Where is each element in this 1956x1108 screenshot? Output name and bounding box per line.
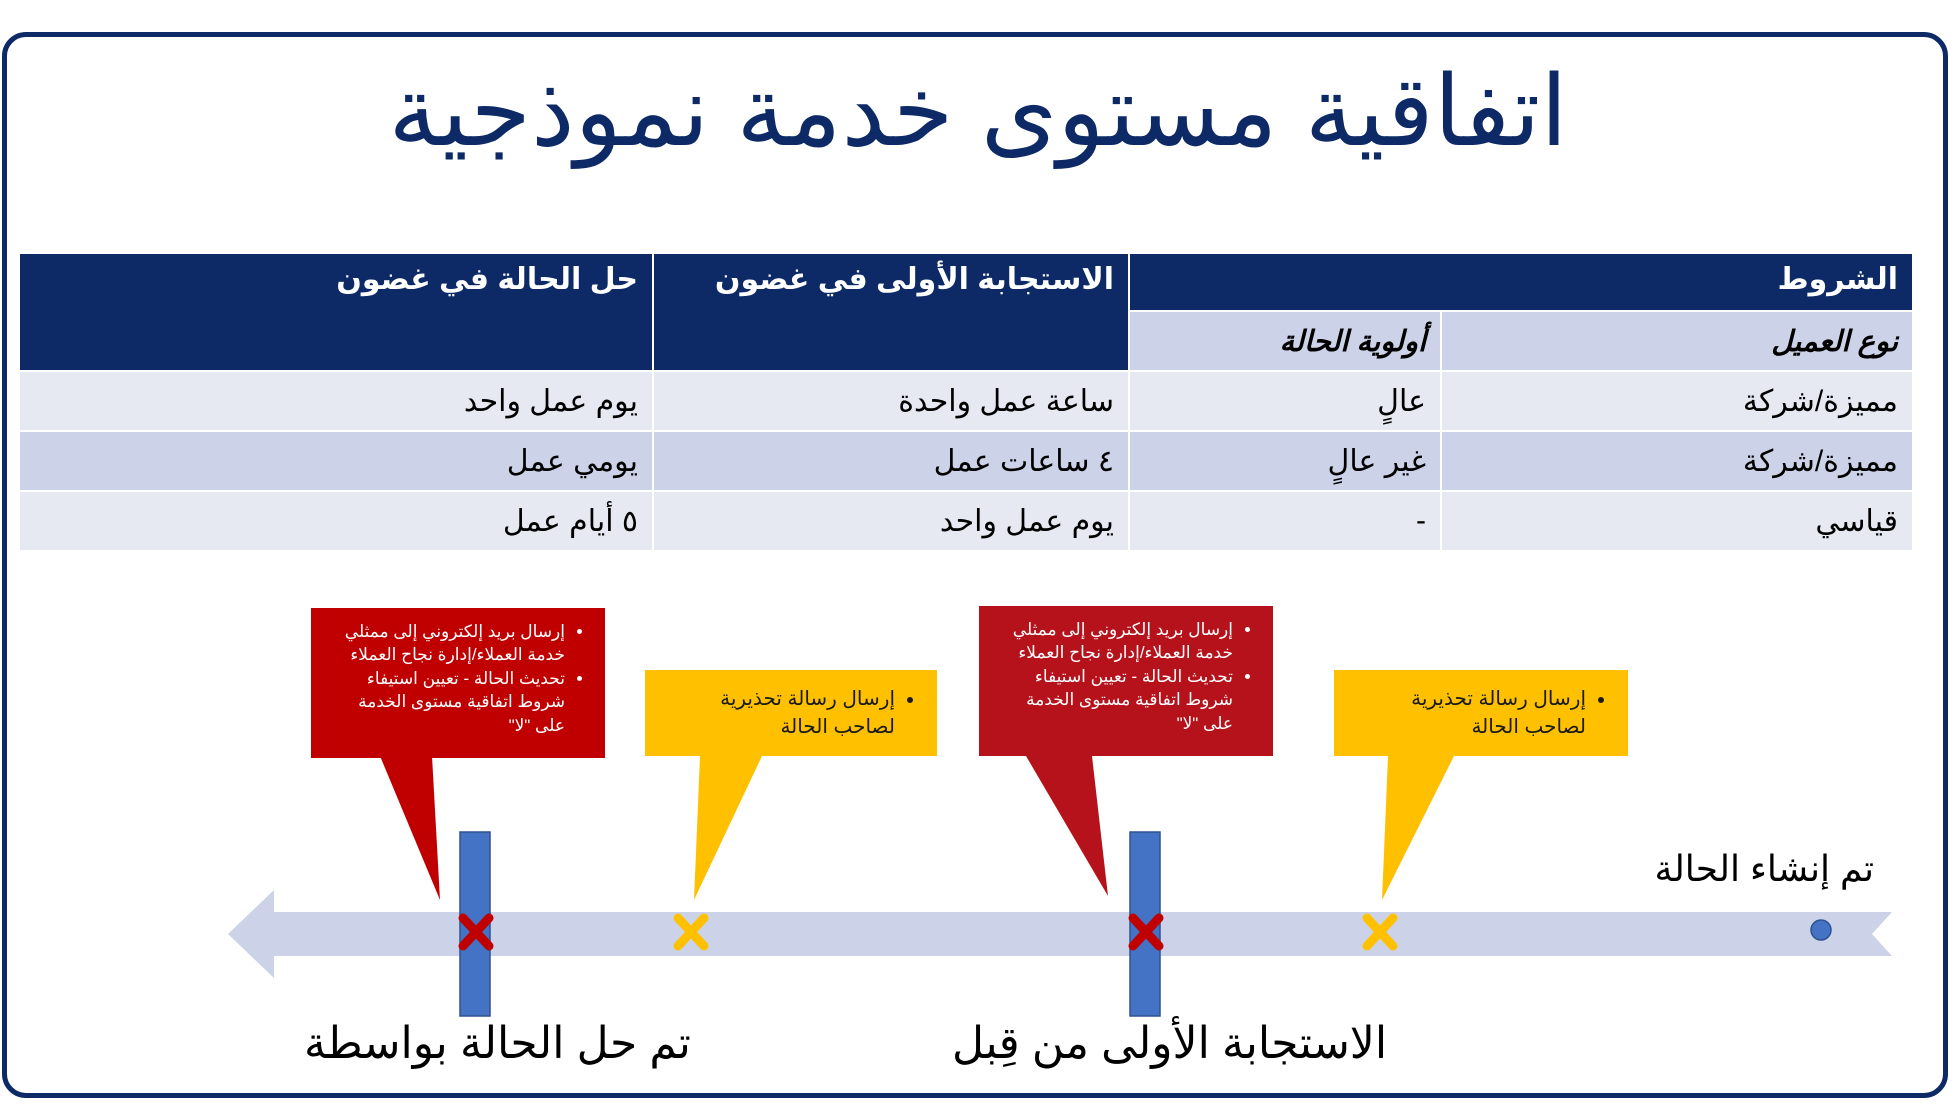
subheader-priority: أولوية الحالة xyxy=(1129,311,1441,371)
callout-pointer-escalation-1 xyxy=(380,756,440,900)
cell-resolution: ٥ أيام عمل xyxy=(19,491,653,551)
callout-bullet: • إرسال بريد إلكتروني إلى ممثلي خدمة العملاء/إدارة نجاح العملاء xyxy=(995,618,1233,665)
cell-resolution: يوم عمل واحد xyxy=(19,371,653,431)
cell-priority: غير عالٍ xyxy=(1129,431,1441,491)
cell-customer-type: قياسي xyxy=(1441,491,1913,551)
callout-bullet: • إرسال رسالة تحذيرية لصاحب الحالة xyxy=(1350,686,1586,741)
callout-pointer-escalation-2 xyxy=(1026,756,1108,896)
callout-bullet: • إرسال رسالة تحذيرية لصاحب الحالة xyxy=(661,686,895,741)
cell-priority: عالٍ xyxy=(1129,371,1441,431)
slide-title: اتفاقية مستوى خدمة نموذجية xyxy=(388,56,1568,166)
cell-first-response: ٤ ساعات عمل xyxy=(653,431,1129,491)
cell-first-response: ساعة عمل واحدة xyxy=(653,371,1129,431)
case-created-label: تم إنشاء الحالة xyxy=(1654,848,1874,889)
cell-resolution: يومي عمل xyxy=(19,431,653,491)
subheader-customer-type: نوع العميل xyxy=(1441,311,1913,371)
cell-first-response: يوم عمل واحد xyxy=(653,491,1129,551)
callout-escalation-2 xyxy=(979,606,1273,756)
callout-bullet: • تحديث الحالة - تعيين استيفاء شروط اتفاقية مستوى الخدمة على "لا" xyxy=(327,667,565,737)
callout-bullet: • إرسال بريد إلكتروني إلى ممثلي خدمة العملاء/إدارة نجاح العملاء xyxy=(327,620,565,667)
cell-customer-type: مميزة/شركة xyxy=(1441,431,1913,491)
case-created-dot-icon xyxy=(1811,920,1831,940)
callout-warning-1 xyxy=(645,670,937,756)
callout-pointer-warning-1 xyxy=(694,756,762,900)
resolved-label: تم حل الحالة بواسطة xyxy=(304,1019,691,1068)
header-conditions: الشروط xyxy=(1129,253,1913,311)
callout-escalation-1 xyxy=(311,608,605,758)
header-resolution: حل الحالة في غضون xyxy=(19,253,653,371)
callout-warning-2 xyxy=(1334,670,1628,756)
callout-bullet: • تحديث الحالة - تعيين استيفاء شروط اتفاقية مستوى الخدمة على "لا" xyxy=(995,665,1233,735)
first-response-label: الاستجابة الأولى من قِبل xyxy=(952,1019,1388,1068)
cell-customer-type: مميزة/شركة xyxy=(1441,371,1913,431)
callout-pointer-warning-2 xyxy=(1382,756,1454,900)
cell-priority: - xyxy=(1129,491,1441,551)
header-first-response: الاستجابة الأولى في غضون xyxy=(653,253,1129,371)
